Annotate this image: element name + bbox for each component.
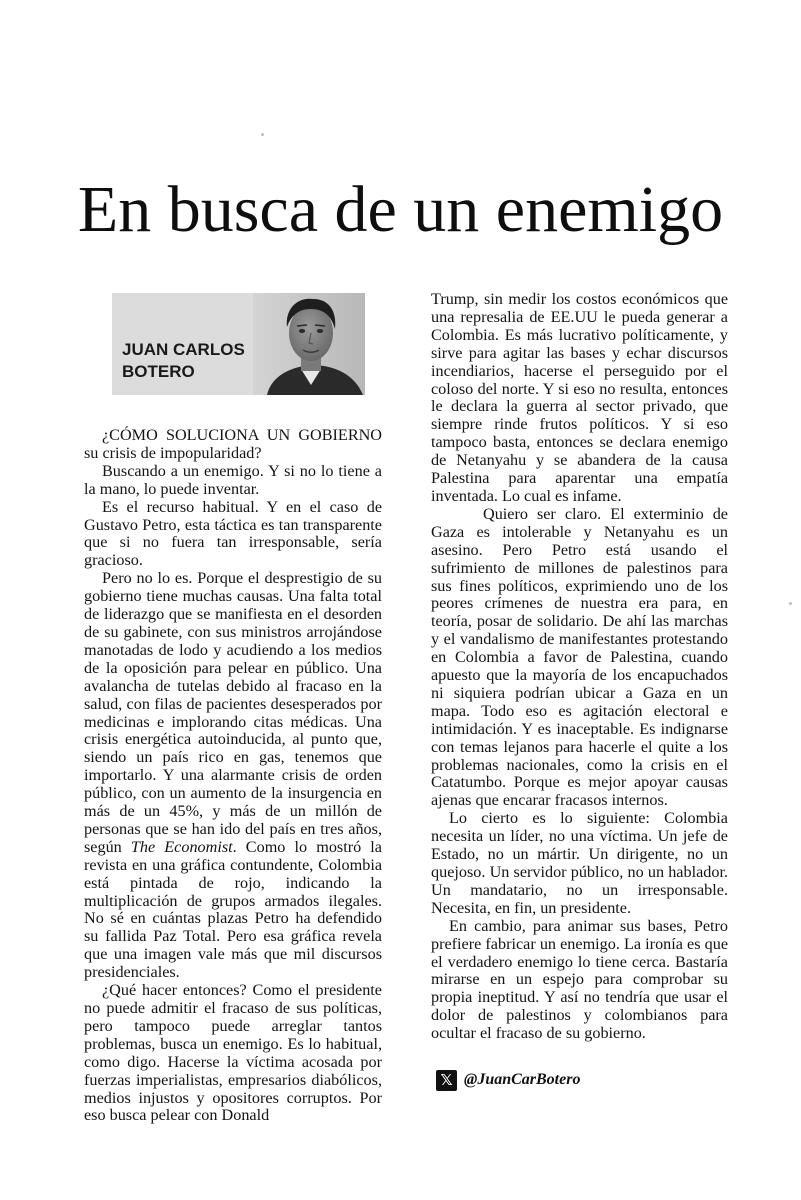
- paragraph: [84, 570, 382, 982]
- scan-speck: [789, 602, 792, 605]
- paragraph: Trump, sin medir los costos económicos que una represalia de EE.UU le pueda generar a Colombia. Es más lucrativo políticamente, y sirve para agitar las bases y echar discursos incendiarios, hacerse el perseguido por el coloso del norte. Y si eso no resulta, entonces le declara la guerra al sector privado, que siempre rinde frutos políticos. Y si eso tampoco basta, entonces se declara enemigo de Netanyahu y se abandera de la causa Palestina para aparentar una empatía inventada. Lo cual es infame.: [431, 290, 728, 505]
- paragraph: Es el recurso habitual. Y en el caso de Gustavo Petro, esta táctica es tan transparente que si no fuera tan irresponsable, sería gracioso.: [84, 497, 382, 570]
- paragraph: Quiero ser claro. El exterminio de Gaza es intolerable y Netanyahu es un asesino. Pero Petro está usando el sufrimiento de millones de palestinos para sus fines políticos, exprimiendo uno de los peores crímenes de nuestra era para, en teoría, posar de solidario. De ahí las marchas y el vandalismo de manifestantes protestando en Colombia a favor de Palestina, cuando apuesto que la mayoría de los encapuchados ni siquiera podrían ubicar a Gaza en un mapa. Todo eso es agitación electoral e intimidación. Y es inaceptable. Es indignarse con temas lejanos para hacerle el quite a los problemas nacionales, como la crisis en el Catatumbo. Porque es mejor apoyar causas ajenas que encarar fracasos internos.: [431, 504, 728, 810]
- paragraph: ¿Qué hacer entonces? Como el presidente no puede admitir el fracaso de sus políticas, pero tampoco puede arreglar tantos problemas, busca un enemigo. Es lo habitual, como digo. Hacerse la víctima acosada por fuerzas imperialistas, empresarios diabólicos, medios injustos y opositores corruptos. Por eso busca pelear con Donald: [84, 981, 382, 1125]
- paragraph: Lo cierto es lo siguiente: Colombia necesita un líder, no una víctima. Un jefe de Estado, no un mártir. Un dirigente, no un quejoso. Un servidor público, no un hablador. Un mandatario, no un irresponsable. Necesita, en fin, un presidente.: [431, 809, 728, 917]
- article-column-left: [84, 427, 382, 1125]
- author-byline: [112, 293, 365, 395]
- x-logo-icon: 𝕏: [436, 1070, 457, 1091]
- twitter-handle[interactable]: @JuanCarBotero: [464, 1071, 581, 1088]
- paragraph: En cambio, para animar sus bases, Petro prefiere fabricar un enemigo. La ironía es que el verdadero enemigo lo tiene cerca. Bastaría mirarse en un espejo para comprobar su propia ineptitud. Y así no tendría que usar el dolor de palestinos y colombianos para ocultar el fracaso de su gobierno.: [431, 916, 728, 1043]
- article-title: En busca de un enemigo: [77, 173, 724, 246]
- author-portrait: [253, 293, 365, 395]
- author-name-line2: BOTERO: [122, 362, 195, 381]
- author-name-line1: JUAN CARLOS: [122, 340, 245, 359]
- article-column-right: [431, 291, 728, 1043]
- scan-speck: [261, 133, 264, 136]
- paragraph-text: . Como lo mostró la revista en una gráfica contundente, Colombia está pintada de rojo, indicando la multiplicación de grupos armados ilegales. No sé en cuántas plazas Petro ha defendido su fallida Paz Total. Pero esa gráfica revela que una imagen vale más que mil discursos presidenciales.: [84, 837, 382, 982]
- paragraph: Buscando a un enemigo. Y si no lo tiene a la mano, lo puede inventar.: [84, 461, 382, 498]
- publication-name: The Economist: [130, 837, 233, 856]
- author-name: [122, 339, 245, 383]
- paragraph: ¿CÓMO SOLUCIONA UN GOBIERNO su crisis de impopularidad?: [84, 426, 382, 462]
- author-social[interactable]: [436, 1068, 580, 1092]
- paragraph-text: Pero no lo es. Porque el desprestigio de su gobierno tiene muchas causas. Una falta total de liderazgo que se manifiesta en el desorden de su gabinete, con sus ministros arrojándose manotadas de lodo y acudiendo a los medios de la oposición para pelear en público. Una avalancha de tutelas debido al fracaso en la salud, con filas de pacientes desesperados por medicinas e implorando citas médicas. Una crisis energética autoinducida, al punto que, siendo un país rico en gas, tenemos que importarlo. Y una alarmante crisis de orden público, con un aumento de la insurgencia en más de un 45%, y más de un millón de personas que se han ido del país en tres años, según: [84, 569, 382, 856]
